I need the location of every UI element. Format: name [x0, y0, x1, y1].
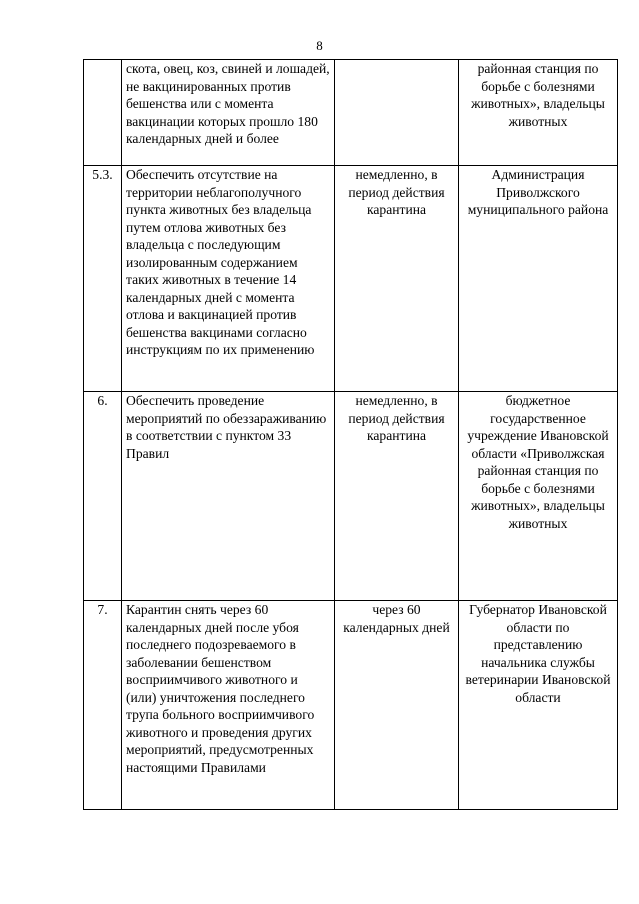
table-row — [84, 392, 618, 601]
page-number: 8 — [316, 38, 323, 53]
term-text: через 60 календарных дней — [335, 601, 459, 810]
measure-text: Обеспечить проведение мероприятий по обеззараживанию в соответствии с пунктом 33 Правил — [122, 392, 335, 601]
table-row — [84, 60, 618, 166]
responsible-text: районная станция по борьбе с болезнями животных», владельцы животных — [459, 60, 618, 166]
responsible-text: Администрация Приволжского муниципального района — [459, 166, 618, 392]
measure-text: Обеспечить отсутствие на территории неблагополучного пункта животных без владельца путем отлова животных без владельца с последующим изолированным содержанием таких животных в течение 14 календарных дней с момента отлова и вакцинацией против бешенства вакцинами согласно инструкциям по их применению — [122, 166, 335, 392]
row-number — [84, 60, 122, 166]
term-text: немедленно, в период действия карантина — [335, 166, 459, 392]
table-row — [84, 166, 618, 392]
responsible-text: бюджетное государственное учреждение Ивановской области «Приволжская районная станция по борьбе с болезнями животных», владельцы животных — [459, 392, 618, 601]
term-text — [335, 60, 459, 166]
table-row — [84, 601, 618, 810]
measures-table — [83, 59, 618, 810]
row-number: 5.3. — [84, 166, 122, 392]
row-number: 6. — [84, 392, 122, 601]
responsible-text: Губернатор Ивановской области по представлению начальника службы ветеринарии Ивановской области — [459, 601, 618, 810]
term-text: немедленно, в период действия карантина — [335, 392, 459, 601]
measure-text: скота, овец, коз, свиней и лошадей, не вакцинированных против бешенства или с момента вакцинации которых прошло 180 календарных дней и более — [122, 60, 335, 166]
measure-text: Карантин снять через 60 календарных дней после убоя последнего подозреваемого в заболевании бешенством восприимчивого животного и (или) уничтожения последнего трупа больного восприимчивого животного и проведения других мероприятий, предусмотренных настоящими Правилами — [122, 601, 335, 810]
row-number: 7. — [84, 601, 122, 810]
